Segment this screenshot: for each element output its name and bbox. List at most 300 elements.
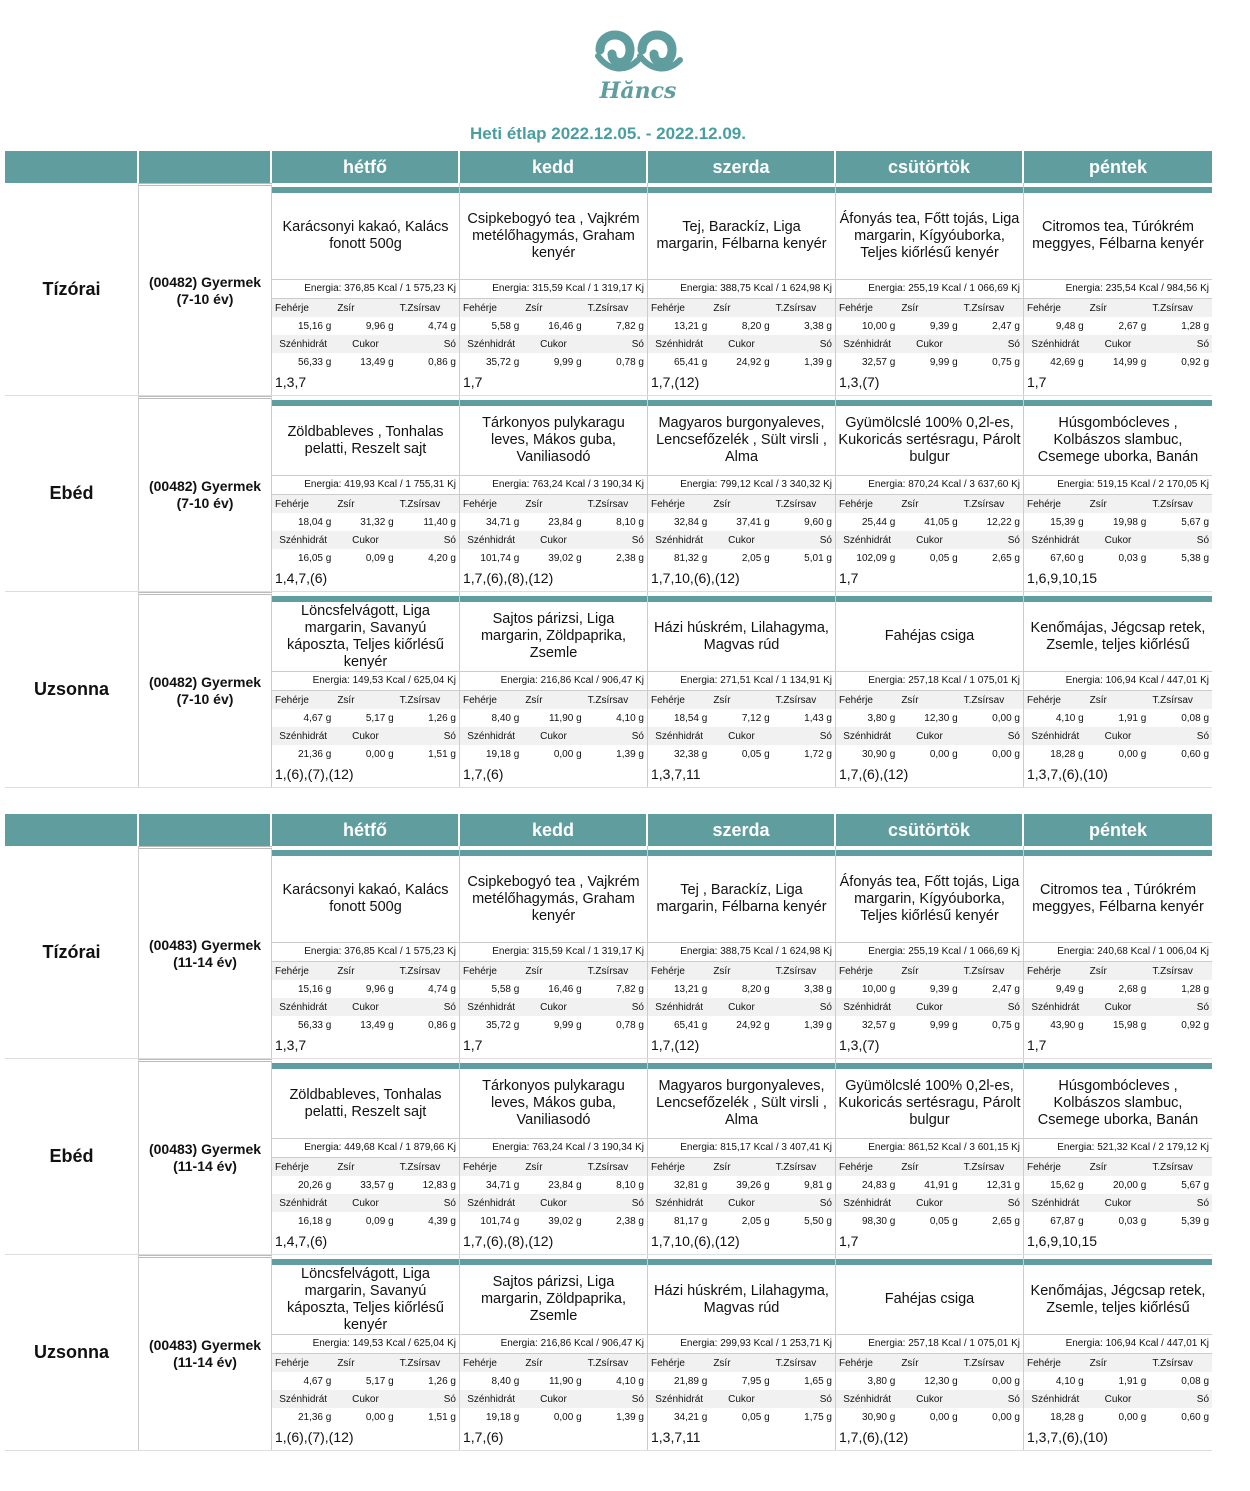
group-name: (00483) Gyermek (11-14 év): [139, 846, 272, 1058]
day-cell: [1024, 1059, 1212, 1254]
nutrient-labels-1: [460, 1354, 647, 1372]
nutrient-value: 2,38 g: [616, 552, 644, 564]
nutrient-value: 21,89 g: [673, 1375, 708, 1387]
nutrient-labels-2: [836, 1194, 1023, 1212]
nutrient-value: 23,84 g: [548, 1179, 582, 1191]
dish-text: Csipkebogyó tea , Vajkrém metélőhagymás, Graham kenyér: [460, 193, 647, 280]
allergen-codes: 1,7,(12): [651, 374, 700, 390]
day-cell: [648, 1255, 836, 1450]
nutrient-label: Cukor: [916, 730, 943, 742]
nutrient-value: 8,10 g: [616, 516, 644, 528]
nutrient-value: 0,00 g: [365, 1411, 394, 1423]
nutrient-value: 2,68 g: [1118, 983, 1147, 995]
nutrient-value: 10,00 g: [861, 983, 896, 995]
nutrient-value: 15,16 g: [297, 320, 332, 332]
day-header: hétfő: [272, 814, 460, 846]
nutrient-values-2: [1024, 549, 1212, 567]
nutrient-value: 10,00 g: [861, 320, 896, 332]
nutrient-label: Só: [631, 730, 644, 742]
nutrient-values-1: [836, 980, 1023, 998]
nutrient-values-2: [272, 745, 459, 763]
nutrient-label: Zsír: [337, 965, 355, 977]
nutrient-label: Só: [1007, 338, 1020, 350]
nutrient-label: T.Zsírsav: [775, 302, 817, 314]
group-name: (00482) Gyermek (7-10 év): [139, 396, 272, 591]
nutrient-value: 9,81 g: [804, 1179, 832, 1191]
nutrient-value: 34,21 g: [673, 1411, 708, 1423]
day-cell: [648, 183, 836, 395]
nutrient-label: Zsír: [337, 1357, 355, 1369]
nutrient-values-2: [648, 549, 835, 567]
nutrient-label: Szénhidrát: [843, 534, 892, 546]
nutrient-values-1: [272, 980, 459, 998]
nutrient-value: 0,92 g: [1181, 356, 1210, 368]
nutrient-values-2: [1024, 1016, 1212, 1034]
energy-text: Energia: 376,85 Kcal / 1 575,23 Kj: [272, 943, 459, 962]
nutrient-value: 11,90 g: [549, 1375, 582, 1387]
nutrient-label: Szénhidrát: [467, 730, 516, 742]
nutrient-value: 0,00 g: [992, 712, 1020, 724]
nutrient-values-1: [836, 1176, 1023, 1194]
nutrient-labels-1: [648, 1354, 835, 1372]
nutrient-label: Zsír: [901, 694, 919, 706]
nutrient-value: 8,20 g: [741, 983, 770, 995]
group-name: (00483) Gyermek (11-14 év): [139, 1255, 272, 1450]
nutrient-label: Fehérje: [839, 965, 873, 977]
day-header-row: [5, 151, 1212, 183]
nutrient-label: Cukor: [540, 1001, 567, 1013]
nutrient-value: 7,82 g: [616, 983, 644, 995]
nutrient-labels-2: [648, 1390, 835, 1408]
nutrient-values-1: [648, 980, 835, 998]
nutrient-label: Só: [1196, 1393, 1210, 1405]
nutrient-label: Szénhidrát: [843, 338, 892, 350]
group-name: (00482) Gyermek (7-10 év): [139, 592, 272, 787]
nutrient-value: 101,74 g: [480, 552, 520, 564]
day-cell: [460, 1255, 648, 1450]
nutrient-value: 12,31 g: [986, 1179, 1020, 1191]
nutrient-labels-2: [272, 998, 459, 1016]
nutrient-value: 34,71 g: [485, 1179, 520, 1191]
nutrient-label: T.Zsírsav: [399, 694, 441, 706]
nutrient-labels-2: [460, 531, 647, 549]
nutrient-label: Só: [1196, 1001, 1210, 1013]
allergen-codes: 1,7,(6): [463, 1429, 504, 1445]
day-cell: [272, 183, 460, 395]
nutrient-value: 13,21 g: [673, 320, 708, 332]
nutrient-value: 15,62 g: [1050, 1179, 1084, 1191]
nutrient-value: 5,38 g: [1181, 552, 1210, 564]
nutrient-label: Fehérje: [1027, 498, 1061, 510]
nutrient-labels-2: [460, 335, 647, 353]
nutrient-value: 1,51 g: [428, 1411, 456, 1423]
nutrient-value: 25,44 g: [861, 516, 896, 528]
nutrient-value: 9,48 g: [1055, 320, 1084, 332]
nutrient-label: Zsír: [1089, 694, 1107, 706]
dish-text: Sajtos párizsi, Liga margarin, Zöldpaprika, Zsemle: [460, 602, 647, 672]
day-cell: [648, 846, 836, 1058]
nutrient-label: Fehérje: [839, 1161, 873, 1173]
nutrient-label: T.Zsírsav: [399, 1161, 441, 1173]
nutrient-label: Zsír: [901, 1357, 919, 1369]
nutrient-value: 19,98 g: [1112, 516, 1147, 528]
nutrient-values-2: [836, 1016, 1023, 1034]
nutrient-label: Fehérje: [1027, 1161, 1061, 1173]
allergen-codes: 1,3,7,11: [651, 766, 701, 782]
day-cell: [836, 396, 1024, 591]
nutrient-value: 12,83 g: [422, 1179, 456, 1191]
nutrient-value: 5,67 g: [1181, 516, 1210, 528]
nutrient-value: 0,05 g: [741, 748, 770, 760]
meal-row: [5, 592, 1212, 788]
nutrient-value: 0,00 g: [1118, 1411, 1147, 1423]
nutrient-value: 1,91 g: [1118, 712, 1147, 724]
nutrient-label: Fehérje: [275, 965, 309, 977]
nutrient-labels-1: [460, 299, 647, 317]
dish-text: Tej , Barackíz, Liga margarin, Félbarna kenyér: [648, 856, 835, 943]
nutrient-value: 1,51 g: [428, 748, 456, 760]
nutrient-value: 16,05 g: [297, 552, 332, 564]
nutrient-labels-1: [272, 1354, 459, 1372]
nutrient-label: Cukor: [352, 338, 379, 350]
nutrient-value: 30,90 g: [861, 1411, 896, 1423]
nutrient-values-2: [648, 1408, 835, 1426]
nutrient-label: Zsír: [337, 498, 355, 510]
nutrient-values-1: [836, 317, 1023, 335]
nutrient-values-1: [1024, 513, 1212, 531]
nutrient-value: 4,10 g: [616, 712, 644, 724]
nutrient-labels-2: [460, 1194, 647, 1212]
nutrient-value: 1,43 g: [804, 712, 832, 724]
nutrient-value: 33,57 g: [360, 1179, 394, 1191]
nutrient-label: Szénhidrát: [1031, 534, 1080, 546]
allergen-codes: 1,6,9,10,15: [1027, 1233, 1098, 1249]
nutrient-label: T.Zsírsav: [587, 498, 629, 510]
nutrient-label: T.Zsírsav: [775, 1357, 817, 1369]
nutrient-label: Só: [443, 534, 456, 546]
nutrient-label: Szénhidrát: [1031, 730, 1080, 742]
nutrient-value: 0,60 g: [1181, 1411, 1210, 1423]
meal-row: [5, 396, 1212, 592]
nutrient-label: Zsír: [713, 302, 731, 314]
nutrient-value: 9,96 g: [365, 983, 394, 995]
nutrient-label: Zsír: [337, 302, 355, 314]
dish-text: Gyümölcslé 100% 0,2l-es, Kukoricás sertésragu, Párolt bulgur: [836, 1069, 1023, 1139]
nutrient-values-2: [648, 353, 835, 371]
nutrient-label: Fehérje: [839, 1357, 873, 1369]
day-header: szerda: [648, 151, 836, 183]
energy-text: Energia: 240,68 Kcal / 1 006,04 Kj: [1024, 943, 1212, 962]
nutrient-label: Szénhidrát: [467, 338, 516, 350]
nutrient-values-2: [648, 745, 835, 763]
nutrient-label: T.Zsírsav: [587, 965, 629, 977]
day-cell: [460, 1059, 648, 1254]
nutrient-label: Szénhidrát: [279, 338, 328, 350]
nutrient-label: Szénhidrát: [279, 1197, 328, 1209]
nutrient-labels-1: [836, 495, 1023, 513]
nutrient-value: 3,80 g: [867, 712, 896, 724]
nutrient-label: Só: [631, 1001, 644, 1013]
nutrient-label: Só: [631, 1393, 644, 1405]
nutrient-label: Zsír: [901, 965, 919, 977]
dish-text: Csipkebogyó tea , Vajkrém metélőhagymás, Graham kenyér: [460, 856, 647, 943]
nutrient-label: Só: [443, 1197, 456, 1209]
nutrient-labels-1: [836, 962, 1023, 980]
nutrient-values-1: [836, 513, 1023, 531]
nutrient-label: Fehérje: [1027, 965, 1061, 977]
nutrient-labels-1: [1024, 1354, 1212, 1372]
nutrient-value: 1,28 g: [1181, 320, 1210, 332]
nutrient-value: 0,03 g: [1118, 552, 1147, 564]
nutrient-values-2: [648, 1016, 835, 1034]
nutrient-values-2: [836, 1408, 1023, 1426]
dish-text: Tej, Barackíz, Liga margarin, Félbarna kenyér: [648, 193, 835, 280]
allergen-codes: 1,3,(7): [839, 374, 880, 390]
nutrient-label: Cukor: [540, 534, 567, 546]
dish-text: Löncsfelvágott, Liga margarin, Savanyú káposzta, Teljes kiőrlésű kenyér: [272, 602, 459, 672]
nutrient-value: 21,36 g: [297, 748, 332, 760]
nutrient-labels-2: [648, 335, 835, 353]
nutrient-label: Cukor: [352, 1001, 379, 1013]
nutrient-value: 0,86 g: [428, 356, 456, 368]
nutrient-value: 9,99 g: [929, 356, 958, 368]
nutrient-label: Fehérje: [651, 498, 685, 510]
energy-text: Energia: 870,24 Kcal / 3 637,60 Kj: [836, 476, 1023, 495]
nutrient-values-1: [460, 513, 647, 531]
group-name: (00483) Gyermek (11-14 év): [139, 1059, 272, 1254]
nutrient-label: Só: [1196, 534, 1210, 546]
nutrient-label: Cukor: [1104, 1393, 1132, 1405]
nutrient-labels-1: [648, 962, 835, 980]
nutrient-label: Fehérje: [463, 498, 497, 510]
nutrient-value: 81,32 g: [673, 552, 708, 564]
nutrient-label: T.Zsírsav: [399, 302, 441, 314]
nutrient-labels-2: [1024, 531, 1212, 549]
nutrient-value: 16,18 g: [297, 1215, 332, 1227]
dish-text: Karácsonyi kakaó, Kalács fonott 500g: [272, 193, 459, 280]
nutrient-value: 4,10 g: [1055, 1375, 1084, 1387]
energy-text: Energia: 449,68 Kcal / 1 879,66 Kj: [272, 1139, 459, 1158]
nutrient-values-1: [1024, 317, 1212, 335]
nutrient-labels-1: [836, 1354, 1023, 1372]
allergen-codes: 1,7: [1027, 374, 1047, 390]
nutrient-label: Szénhidrát: [467, 534, 516, 546]
nutrient-label: T.Zsírsav: [399, 498, 441, 510]
day-cell: [460, 396, 648, 591]
day-header: csütörtök: [836, 151, 1024, 183]
nutrient-values-1: [460, 980, 647, 998]
nutrient-label: Só: [1196, 1197, 1210, 1209]
nutrient-value: 35,72 g: [485, 356, 520, 368]
nutrient-label: T.Zsírsav: [1152, 1357, 1193, 1369]
dish-text: Házi húskrém, Lilahagyma, Magvas rúd: [648, 1265, 835, 1335]
nutrient-label: Fehérje: [275, 498, 309, 510]
nutrient-label: Szénhidrát: [655, 730, 704, 742]
dish-text: Húsgombócleves , Kolbászos slambuc, Csemege uborka, Banán: [1024, 406, 1212, 476]
nutrient-label: Fehérje: [839, 694, 873, 706]
nutrient-value: 9,99 g: [929, 1019, 958, 1031]
nutrient-labels-1: [272, 1158, 459, 1176]
nutrient-value: 3,80 g: [867, 1375, 896, 1387]
nutrient-values-2: [272, 1408, 459, 1426]
nutrient-label: Cukor: [540, 1197, 567, 1209]
nutrient-value: 1,91 g: [1118, 1375, 1147, 1387]
nutrient-label: Fehérje: [651, 965, 685, 977]
nutrient-label: T.Zsírsav: [587, 694, 629, 706]
allergen-codes: 1,4,7,(6): [275, 570, 328, 586]
nutrient-labels-1: [272, 691, 459, 709]
nutrient-labels-2: [272, 335, 459, 353]
nutrient-label: Szénhidrát: [279, 534, 328, 546]
nutrient-label: Szénhidrát: [843, 1001, 892, 1013]
nutrient-value: 0,00 g: [992, 1375, 1020, 1387]
nutrient-value: 13,21 g: [673, 983, 708, 995]
nutrient-value: 4,74 g: [428, 983, 456, 995]
nutrient-value: 1,75 g: [804, 1411, 832, 1423]
allergen-codes: 1,3,7: [275, 374, 307, 390]
nutrient-values-2: [1024, 1408, 1212, 1426]
nutrient-label: Szénhidrát: [1031, 1197, 1080, 1209]
nutrient-value: 41,05 g: [924, 516, 958, 528]
nutrient-value: 12,30 g: [924, 1375, 958, 1387]
nutrient-value: 3,38 g: [804, 983, 832, 995]
nutrient-label: Fehérje: [463, 965, 497, 977]
allergen-codes: 1,6,9,10,15: [1027, 570, 1098, 586]
nutrient-values-2: [836, 1212, 1023, 1230]
nutrient-label: T.Zsírsav: [399, 965, 441, 977]
nutrient-labels-1: [648, 299, 835, 317]
energy-text: Energia: 521,32 Kcal / 2 179,12 Kj: [1024, 1139, 1212, 1158]
allergen-codes: 1,7,(6),(12): [839, 766, 909, 782]
meal-row: [5, 846, 1212, 1059]
day-cell: [648, 1059, 836, 1254]
nutrient-value: 21,36 g: [297, 1411, 332, 1423]
nutrient-values-2: [1024, 1212, 1212, 1230]
nutrient-label: Szénhidrát: [279, 1393, 328, 1405]
energy-text: Energia: 235,54 Kcal / 984,56 Kj: [1024, 280, 1212, 299]
nutrient-value: 0,09 g: [365, 552, 394, 564]
nutrient-label: Só: [1007, 1393, 1020, 1405]
nutrient-label: Zsír: [1089, 1357, 1107, 1369]
nutrient-value: 67,60 g: [1050, 552, 1084, 564]
nutrient-value: 56,33 g: [297, 1019, 332, 1031]
nutrient-value: 2,67 g: [1118, 320, 1147, 332]
nutrient-values-2: [460, 1408, 647, 1426]
nutrient-label: Zsír: [713, 694, 731, 706]
energy-text: Energia: 216,86 Kcal / 906,47 Kj: [460, 1335, 647, 1354]
allergen-codes: 1,7,(6): [463, 766, 504, 782]
nutrient-label: Cukor: [352, 1393, 379, 1405]
nutrient-values-1: [272, 709, 459, 727]
nutrient-value: 65,41 g: [673, 356, 708, 368]
nutrient-values-2: [460, 1212, 647, 1230]
nutrient-value: 9,39 g: [929, 983, 958, 995]
nutrient-label: Zsír: [1089, 1161, 1107, 1173]
dish-text: Magyaros burgonyaleves, Lencsefőzelék , Sült virsli , Alma: [648, 1069, 835, 1139]
nutrient-label: Szénhidrát: [655, 1001, 704, 1013]
nutrient-value: 4,10 g: [1055, 712, 1084, 724]
nutrient-label: Zsír: [1089, 965, 1107, 977]
nutrient-value: 35,72 g: [485, 1019, 520, 1031]
dish-text: Zöldbableves, Tonhalas pelatti, Reszelt sajt: [272, 1069, 459, 1139]
nutrient-label: Szénhidrát: [1031, 338, 1080, 350]
nutrient-value: 102,09 g: [856, 552, 896, 564]
day-cell: [460, 183, 648, 395]
nutrient-label: T.Zsírsav: [1152, 498, 1193, 510]
nutrient-value: 0,00 g: [929, 748, 958, 760]
nutrient-value: 65,41 g: [673, 1019, 708, 1031]
dish-text: Löncsfelvágott, Liga margarin, Savanyú káposzta, Teljes kiőrlésű kenyér: [272, 1265, 459, 1335]
nutrient-value: 2,47 g: [992, 320, 1020, 332]
nutrient-value: 0,00 g: [992, 748, 1020, 760]
menu-block: [5, 151, 1212, 788]
nutrient-value: 0,00 g: [1118, 748, 1147, 760]
nutrient-label: Zsír: [525, 302, 543, 314]
menu-block: [5, 814, 1212, 1451]
nutrient-values-2: [1024, 353, 1212, 371]
dish-text: Gyümölcslé 100% 0,2l-es, Kukoricás sertésragu, Párolt bulgur: [836, 406, 1023, 476]
nutrient-label: Fehérje: [651, 1161, 685, 1173]
nutrient-value: 4,10 g: [616, 1375, 644, 1387]
nutrient-value: 8,10 g: [616, 1179, 644, 1191]
energy-text: Energia: 388,75 Kcal / 1 624,98 Kj: [648, 943, 835, 962]
day-header-row: [5, 814, 1212, 846]
nutrient-label: Szénhidrát: [467, 1197, 516, 1209]
energy-text: Energia: 763,24 Kcal / 3 190,34 Kj: [460, 1139, 647, 1158]
energy-text: Energia: 106,94 Kcal / 447,01 Kj: [1024, 1335, 1212, 1354]
nutrient-value: 37,41 g: [736, 516, 770, 528]
nutrient-values-1: [1024, 980, 1212, 998]
nutrient-label: Fehérje: [463, 694, 497, 706]
nutrient-value: 18,04 g: [297, 516, 332, 528]
nutrient-label: Zsír: [901, 1161, 919, 1173]
day-header: péntek: [1024, 814, 1212, 846]
nutrient-value: 2,05 g: [741, 552, 770, 564]
meal-name: Ebéd: [5, 396, 139, 591]
nutrient-value: 5,01 g: [804, 552, 832, 564]
nutrient-labels-2: [1024, 335, 1212, 353]
nutrient-value: 42,69 g: [1050, 356, 1084, 368]
day-cell: [1024, 1255, 1212, 1450]
dish-text: Zöldbableves , Tonhalas pelatti, Reszelt sajt: [272, 406, 459, 476]
dish-text: Tárkonyos pulykaragu leves, Mákos guba, Vaniliasodó: [460, 406, 647, 476]
nutrient-labels-2: [836, 1390, 1023, 1408]
nutrient-value: 16,46 g: [548, 320, 582, 332]
nutrient-value: 15,98 g: [1112, 1019, 1147, 1031]
nutrient-label: T.Zsírsav: [963, 1357, 1005, 1369]
nutrient-value: 0,08 g: [1181, 712, 1210, 724]
nutrient-label: Só: [443, 1001, 456, 1013]
allergen-codes: 1,(6),(7),(12): [275, 1429, 354, 1445]
nutrient-labels-1: [648, 1158, 835, 1176]
nutrient-value: 0,03 g: [1118, 1215, 1147, 1227]
nutrient-value: 24,92 g: [736, 356, 770, 368]
nutrient-labels-2: [836, 727, 1023, 745]
nutrient-labels-1: [460, 962, 647, 980]
nutrient-label: Zsír: [901, 498, 919, 510]
nutrient-value: 12,30 g: [924, 712, 958, 724]
nutrient-value: 1,28 g: [1181, 983, 1210, 995]
nutrient-labels-1: [836, 299, 1023, 317]
nutrient-label: Zsír: [713, 1357, 731, 1369]
nutrient-label: Só: [819, 1197, 832, 1209]
nutrient-value: 24,83 g: [861, 1179, 896, 1191]
nutrient-value: 5,58 g: [491, 320, 520, 332]
nutrient-label: Szénhidrát: [467, 1001, 516, 1013]
allergen-codes: 1,7,(6),(8),(12): [463, 1233, 554, 1249]
nutrient-label: Cukor: [1104, 1197, 1132, 1209]
nutrient-values-1: [836, 1372, 1023, 1390]
